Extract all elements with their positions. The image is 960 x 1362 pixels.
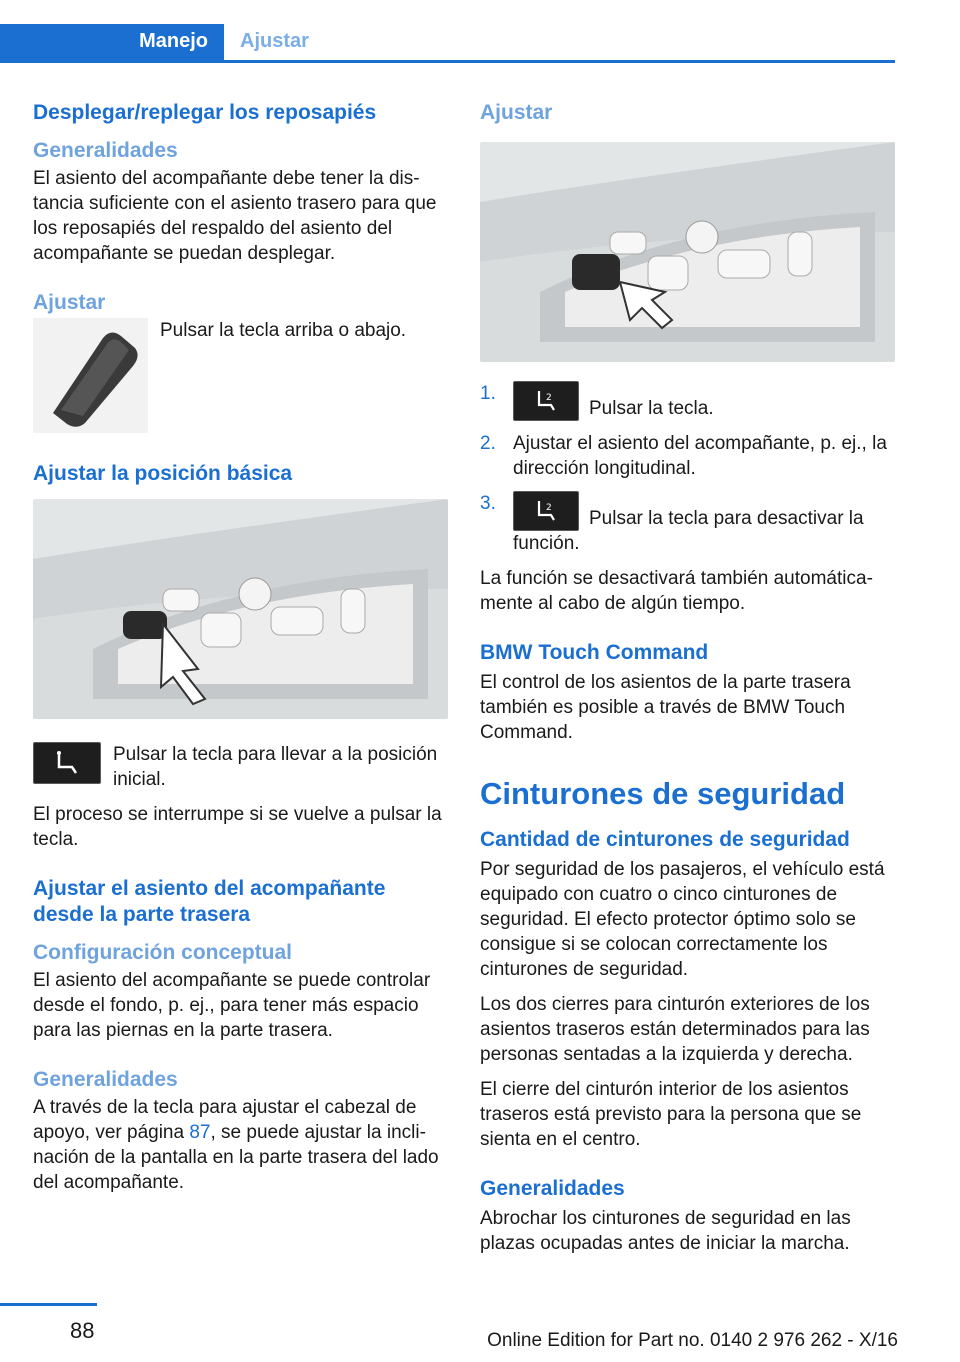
right-column	[480, 100, 895, 1266]
step-text: Pulsar la tecla.	[589, 398, 714, 419]
step-text: Ajustar el asiento del acompañante, p. ej., la dirección longitudinal.	[513, 433, 887, 479]
paragraph-auto-deactivate: La función se desactivará también automáticamente al cabo de algún tiempo.	[480, 568, 873, 614]
subheading-concept: Configuración conceptual	[33, 941, 293, 964]
subheading-adjust-1: Ajustar	[33, 291, 106, 314]
chapter-title-seatbelts: Cinturones de seguridad	[480, 776, 846, 811]
paragraph-outer-buckles: Los dos cierres para cinturón exteriores de los asientos traseros están determinados para las personas sentadas a la izquierda y derecha.	[480, 994, 870, 1065]
rear-control-key-icon	[513, 381, 579, 421]
seat-controls-image-right	[480, 142, 895, 362]
seat-basic-position-icon	[33, 742, 101, 784]
seat-controls-image-left	[33, 499, 448, 719]
left-column	[33, 100, 448, 1205]
footrest-key-row	[33, 318, 448, 433]
heading-passenger-rear: Ajustar el asiento del acompañante desde la parte trasera	[33, 877, 386, 926]
heading-basic-position: Ajustar la posición básica	[33, 462, 293, 485]
tab-manejo[interactable]: Manejo	[0, 24, 224, 60]
paragraph-interrupt: El proceso se interrumpe si se vuelve a pulsar la tecla.	[33, 804, 442, 850]
subheading-general-2: Generalidades	[33, 1068, 178, 1091]
svg-text:2: 2	[546, 503, 552, 513]
tab-ajustar[interactable]: Ajustar	[240, 30, 309, 52]
paragraph-concept: El asiento del acompañante se puede controlar desde el fondo, p. ej., para tener más espacio para las piernas en la parte trasera.	[33, 970, 431, 1041]
footrest-key-image	[33, 318, 148, 433]
rear-control-key-icon	[513, 491, 579, 531]
step-2	[480, 431, 895, 481]
heading-touch-command: BMW Touch Command	[480, 641, 709, 664]
subheading-general-1: Generalidades	[33, 139, 178, 162]
headrest-text-a: A través de la tecla para ajustar el cabezal de apoyo, ver página	[33, 1097, 417, 1143]
paragraph-press-key: Pulsar la tecla arriba o abajo.	[160, 320, 407, 341]
heading-seatbelt-count: Cantidad de cinturones de seguridad	[480, 828, 850, 851]
steps-list	[480, 381, 895, 556]
step-text: Pulsar la tecla para desactivar la función.	[513, 508, 864, 554]
page-number: 88	[70, 1318, 95, 1343]
step-number: 1.	[480, 383, 496, 404]
footer-line	[0, 1303, 97, 1306]
page-link-87[interactable]: 87	[189, 1122, 211, 1143]
step-number: 3.	[480, 493, 496, 514]
paragraph-basic-position: Pulsar la tecla para llevar a la posición inicial.	[113, 744, 438, 790]
headrest-text-b: , se puede ajustar la inclinación de la pantalla en la parte trasera del lado del acompañante.	[33, 1122, 439, 1193]
edition-info: Online Edition for Part no. 0140 2 976 262 - X/16	[487, 1330, 898, 1351]
paragraph-inner-buckle: El cierre del cinturón interior de los asientos traseros está previsto para la persona que se sienta en el centro.	[480, 1079, 862, 1150]
paragraph-touch-command: El control de los asientos de la parte trasera también es posible a través de BMW Touch Command.	[480, 672, 851, 743]
basic-position-key-row	[33, 742, 448, 802]
paragraph-footrest-general: El asiento del acompañante debe tener la distancia suficiente con el asiento trasero para que los reposapiés del respaldo del asiento del acompañante se puedan desplegar.	[33, 168, 437, 264]
paragraph-seatbelt-count: Por seguridad de los pasajeros, el vehículo está equipado con cuatro o cinco cinturones de seguridad. El efecto protector óptimo solo se consigue si se colocan correctamente los cinturones de seguridad.	[480, 859, 885, 980]
step-1	[480, 381, 895, 421]
step-3	[480, 491, 895, 556]
paragraph-headrest-key	[33, 1095, 448, 1195]
subheading-adjust-2: Ajustar	[480, 101, 553, 124]
heading-general-belts: Generalidades	[480, 1177, 625, 1200]
svg-text:2: 2	[546, 393, 552, 403]
paragraph-fasten-belts: Abrochar los cinturones de seguridad en las plazas ocupadas antes de iniciar la marcha.	[480, 1208, 851, 1254]
heading-footrest: Desplegar/replegar los reposapiés	[33, 101, 377, 124]
step-number: 2.	[480, 433, 496, 454]
